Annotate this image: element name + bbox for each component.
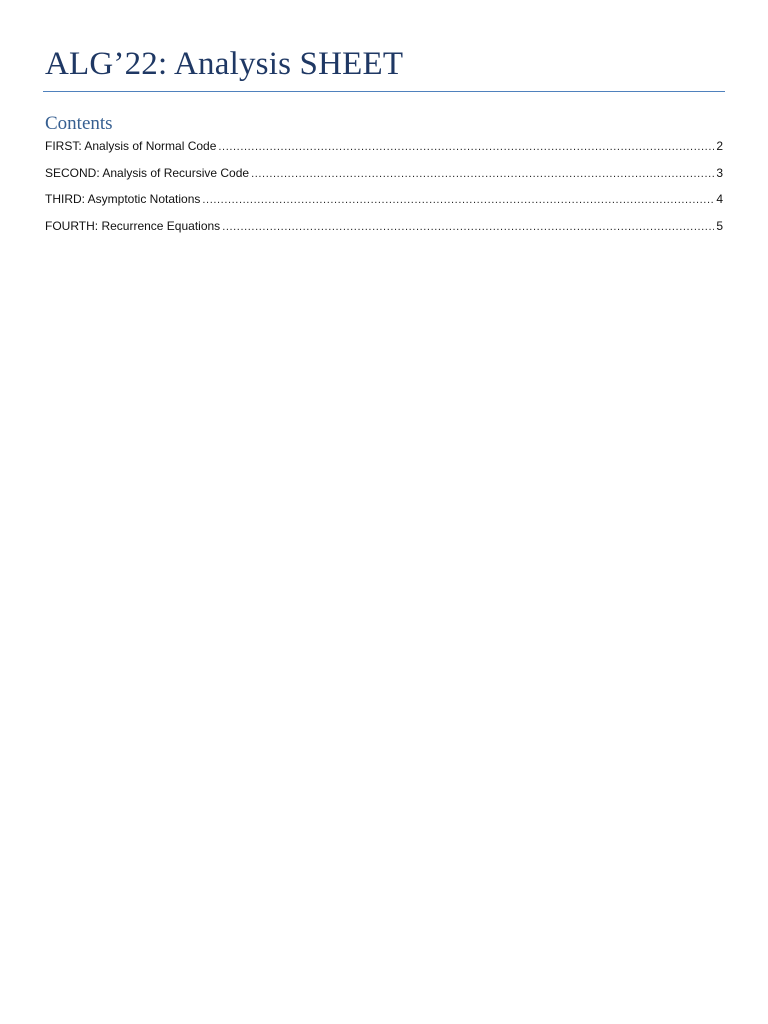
toc-entry-label: THIRD: Asymptotic Notations (45, 192, 201, 207)
toc-entry-page: 5 (716, 218, 723, 233)
toc-dot-leader (222, 218, 714, 236)
title-underline (43, 91, 725, 92)
toc-dot-leader (251, 165, 714, 183)
toc-entry-first[interactable] (45, 137, 723, 164)
toc-dot-leader (218, 138, 714, 156)
toc-entry-page: 3 (716, 165, 723, 180)
table-of-contents (45, 137, 723, 243)
toc-entry-third[interactable] (45, 190, 723, 217)
document-title: ALG’22: Analysis SHEET (45, 46, 404, 82)
toc-entry-page: 2 (716, 139, 723, 153)
toc-dot-leader (202, 191, 714, 209)
toc-entry-label: FIRST: Analysis of Normal Code (45, 139, 217, 153)
toc-entry-second[interactable] (45, 164, 723, 191)
toc-entry-label: FOURTH: Recurrence Equations (45, 218, 221, 233)
toc-entry-page: 4 (716, 192, 723, 207)
toc-entry-label: SECOND: Analysis of Recursive Code (45, 165, 250, 180)
toc-entry-fourth[interactable] (45, 217, 723, 244)
toc-heading: Contents (45, 113, 113, 134)
